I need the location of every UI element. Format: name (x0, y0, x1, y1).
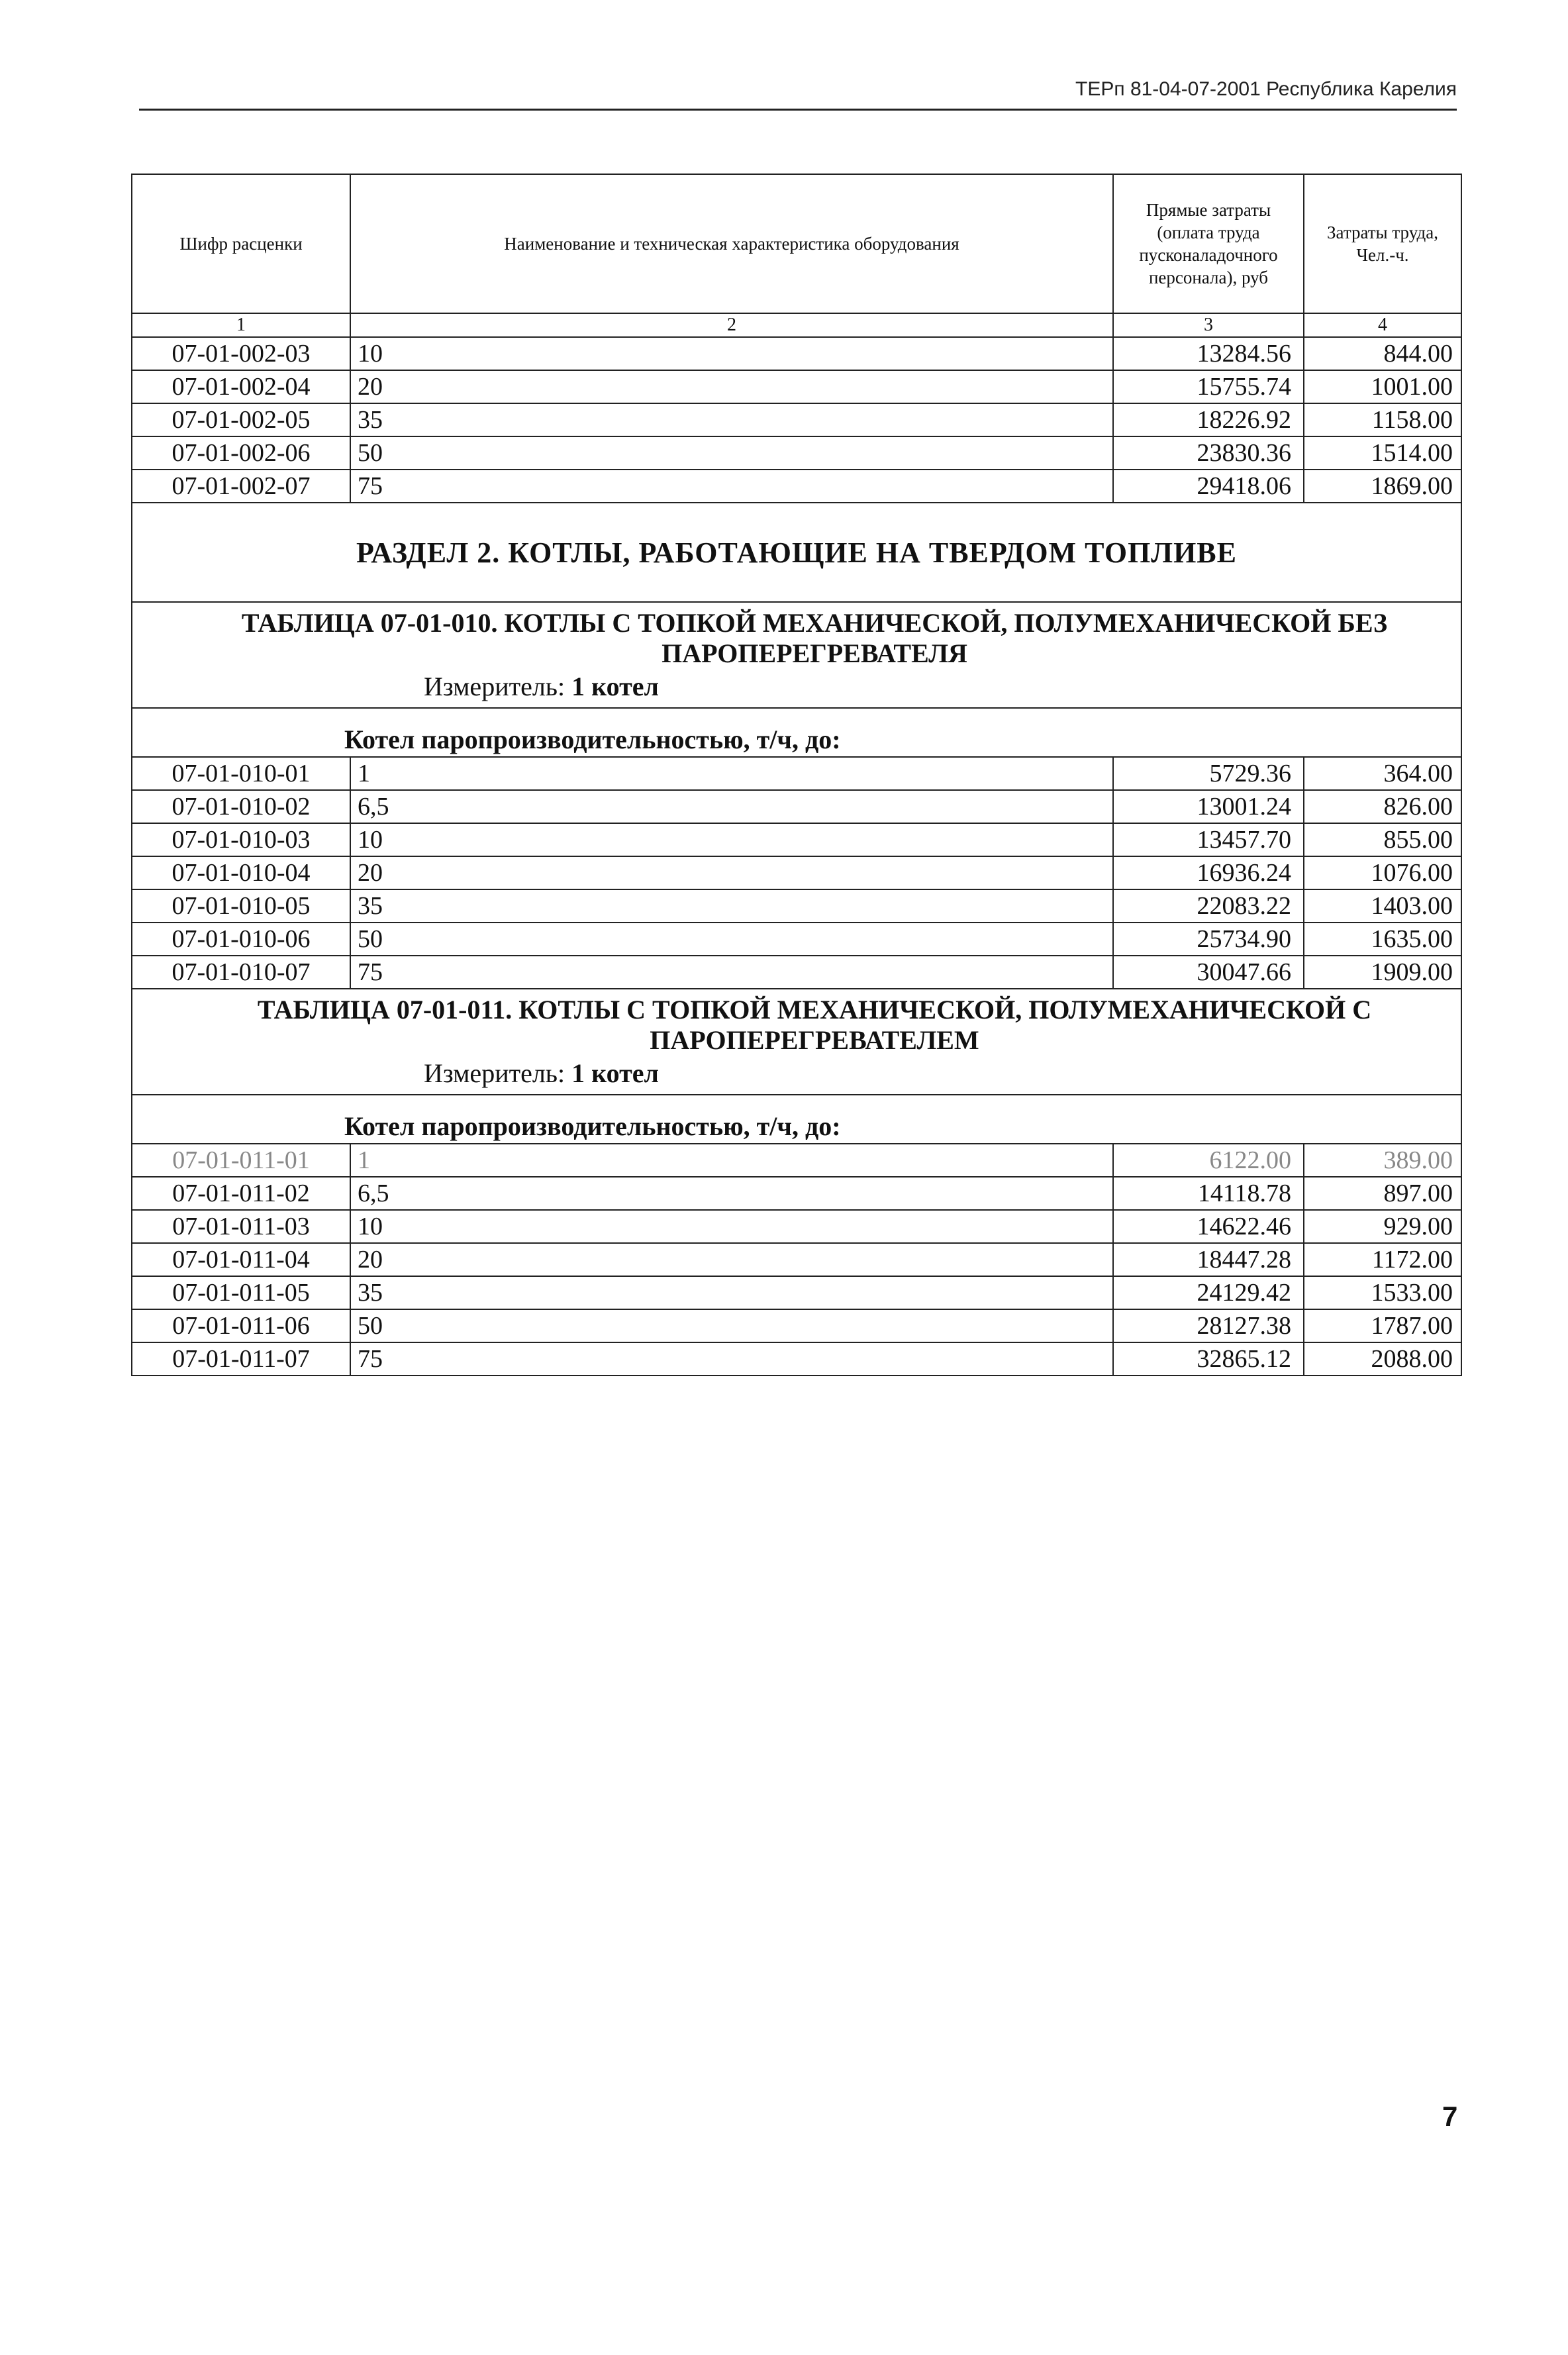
capacity-value: 20 (350, 1243, 1113, 1276)
capacity-value: 10 (350, 823, 1113, 856)
capacity-value: 6,5 (350, 790, 1113, 823)
direct-cost: 23830.36 (1113, 436, 1304, 470)
labor-hours: 1787.00 (1304, 1309, 1461, 1342)
capacity-value: 20 (350, 370, 1113, 403)
capacity-value: 1 (350, 757, 1113, 790)
capacity-value: 1 (350, 1144, 1113, 1177)
capacity-value: 50 (350, 436, 1113, 470)
capacity-value: 35 (350, 889, 1113, 923)
table-row (132, 337, 1461, 370)
rate-code: 07-01-010-05 (132, 889, 350, 923)
labor-hours: 1533.00 (1304, 1276, 1461, 1309)
table-row (132, 956, 1461, 989)
rows-011 (132, 1144, 1461, 1376)
direct-cost: 14622.46 (1113, 1210, 1304, 1243)
direct-cost: 13457.70 (1113, 823, 1304, 856)
table-011-title: ТАБЛИЦА 07-01-011. КОТЛЫ С ТОПКОЙ МЕХАНИЧЕСКОЙ, ПОЛУМЕХАНИЧЕСКОЙ С ПАРОПЕРЕГРЕВАТЕЛЕМ (257, 995, 1372, 1055)
rate-code: 07-01-010-02 (132, 790, 350, 823)
table-010-title: ТАБЛИЦА 07-01-010. КОТЛЫ С ТОПКОЙ МЕХАНИЧЕСКОЙ, ПОЛУМЕХАНИЧЕСКОЙ БЕЗ ПАРОПЕРЕГРЕВАТЕЛЯ (241, 608, 1388, 668)
labor-hours: 1869.00 (1304, 470, 1461, 503)
table-row (132, 1309, 1461, 1342)
direct-cost: 6122.00 (1113, 1144, 1304, 1177)
direct-cost: 13001.24 (1113, 790, 1304, 823)
table-011-title-cell (132, 989, 1461, 1095)
rows-010 (132, 757, 1461, 989)
direct-cost: 14118.78 (1113, 1177, 1304, 1210)
measure-label: Измеритель: (424, 672, 565, 701)
table-row (132, 1210, 1461, 1243)
direct-cost: 25734.90 (1113, 923, 1304, 956)
direct-cost: 24129.42 (1113, 1276, 1304, 1309)
labor-hours: 929.00 (1304, 1210, 1461, 1243)
col-number-1: 1 (132, 313, 350, 337)
rate-code: 07-01-010-04 (132, 856, 350, 889)
section-2-title: РАЗДЕЛ 2. КОТЛЫ, РАБОТАЮЩИЕ НА ТВЕРДОМ ТОПЛИВЕ (132, 503, 1461, 602)
measure-value: 1 котел (571, 1058, 659, 1088)
labor-hours: 2088.00 (1304, 1342, 1461, 1376)
rate-code: 07-01-010-03 (132, 823, 350, 856)
section-2-row (132, 503, 1461, 602)
direct-cost: 18226.92 (1113, 403, 1304, 436)
direct-cost: 5729.36 (1113, 757, 1304, 790)
capacity-value: 75 (350, 1342, 1113, 1376)
labor-hours: 897.00 (1304, 1177, 1461, 1210)
direct-cost: 22083.22 (1113, 889, 1304, 923)
capacity-value: 35 (350, 1276, 1113, 1309)
rate-code: 07-01-002-04 (132, 370, 350, 403)
table-row (132, 1177, 1461, 1210)
rate-code: 07-01-011-07 (132, 1342, 350, 1376)
table-010-title-cell (132, 602, 1461, 708)
rate-code: 07-01-011-05 (132, 1276, 350, 1309)
capacity-value: 10 (350, 1210, 1113, 1243)
labor-hours: 1158.00 (1304, 403, 1461, 436)
table-010-subheader-row (132, 708, 1461, 757)
table-row (132, 403, 1461, 436)
rate-code: 07-01-011-03 (132, 1210, 350, 1243)
labor-hours: 389.00 (1304, 1144, 1461, 1177)
rate-code: 07-01-011-01 (132, 1144, 350, 1177)
direct-cost: 28127.38 (1113, 1309, 1304, 1342)
direct-cost: 32865.12 (1113, 1342, 1304, 1376)
rows-002 (132, 337, 1461, 503)
rate-code: 07-01-010-07 (132, 956, 350, 989)
capacity-value: 20 (350, 856, 1113, 889)
capacity-value: 75 (350, 470, 1113, 503)
capacity-value: 6,5 (350, 1177, 1113, 1210)
rate-code: 07-01-002-05 (132, 403, 350, 436)
direct-cost: 29418.06 (1113, 470, 1304, 503)
rate-code: 07-01-002-06 (132, 436, 350, 470)
labor-hours: 1514.00 (1304, 436, 1461, 470)
direct-cost: 30047.66 (1113, 956, 1304, 989)
capacity-value: 50 (350, 1309, 1113, 1342)
rate-code: 07-01-010-01 (132, 757, 350, 790)
table-row (132, 889, 1461, 923)
table-row (132, 370, 1461, 403)
labor-hours: 826.00 (1304, 790, 1461, 823)
col-header-name: Наименование и техническая характеристика оборудования (350, 174, 1113, 313)
rate-code: 07-01-011-04 (132, 1243, 350, 1276)
table-row (132, 823, 1461, 856)
table-row (132, 436, 1461, 470)
column-number-row (132, 313, 1461, 337)
table-010-measure (179, 672, 1450, 702)
capacity-value: 50 (350, 923, 1113, 956)
labor-hours: 1172.00 (1304, 1243, 1461, 1276)
labor-hours: 364.00 (1304, 757, 1461, 790)
table-row (132, 757, 1461, 790)
col-number-2: 2 (350, 313, 1113, 337)
col-number-3: 3 (1113, 313, 1304, 337)
rate-code: 07-01-011-06 (132, 1309, 350, 1342)
direct-cost: 15755.74 (1113, 370, 1304, 403)
table-row (132, 1243, 1461, 1276)
table-011-title-row (132, 989, 1461, 1095)
table-011-subheader-row (132, 1095, 1461, 1144)
direct-cost: 16936.24 (1113, 856, 1304, 889)
capacity-value: 10 (350, 337, 1113, 370)
table-row (132, 470, 1461, 503)
labor-hours: 844.00 (1304, 337, 1461, 370)
rate-code: 07-01-002-03 (132, 337, 350, 370)
table-header-row (132, 174, 1461, 313)
rate-code: 07-01-002-07 (132, 470, 350, 503)
table-011-subheader: Котел паропроизводительностью, т/ч, до: (132, 1095, 1461, 1144)
labor-hours: 1001.00 (1304, 370, 1461, 403)
table-row (132, 790, 1461, 823)
table-row (132, 1342, 1461, 1376)
doc-reference: ТЕРп 81-04-07-2001 Республика Карелия (1075, 78, 1457, 100)
col-header-cost: Прямые затраты (оплата труда пусконаладочного персонала), руб (1113, 174, 1304, 313)
table-row (132, 923, 1461, 956)
measure-label: Измеритель: (424, 1058, 565, 1088)
page-number: 7 (1442, 2101, 1458, 2132)
table-011-measure (179, 1058, 1450, 1089)
labor-hours: 855.00 (1304, 823, 1461, 856)
direct-cost: 18447.28 (1113, 1243, 1304, 1276)
table-010-title-row (132, 602, 1461, 708)
measure-value: 1 котел (571, 672, 659, 701)
labor-hours: 1635.00 (1304, 923, 1461, 956)
capacity-value: 75 (350, 956, 1113, 989)
capacity-value: 35 (350, 403, 1113, 436)
rate-code: 07-01-011-02 (132, 1177, 350, 1210)
document-header (139, 74, 1457, 111)
col-number-4: 4 (1304, 313, 1461, 337)
col-header-labor: Затраты труда, Чел.-ч. (1304, 174, 1461, 313)
table-row (132, 1276, 1461, 1309)
table-row (132, 1144, 1461, 1177)
labor-hours: 1403.00 (1304, 889, 1461, 923)
table-010-subheader: Котел паропроизводительностью, т/ч, до: (132, 708, 1461, 757)
table-002-continuation (131, 174, 1462, 1376)
labor-hours: 1909.00 (1304, 956, 1461, 989)
table-row (132, 856, 1461, 889)
rate-code: 07-01-010-06 (132, 923, 350, 956)
col-header-code: Шифр расценки (132, 174, 350, 313)
direct-cost: 13284.56 (1113, 337, 1304, 370)
labor-hours: 1076.00 (1304, 856, 1461, 889)
